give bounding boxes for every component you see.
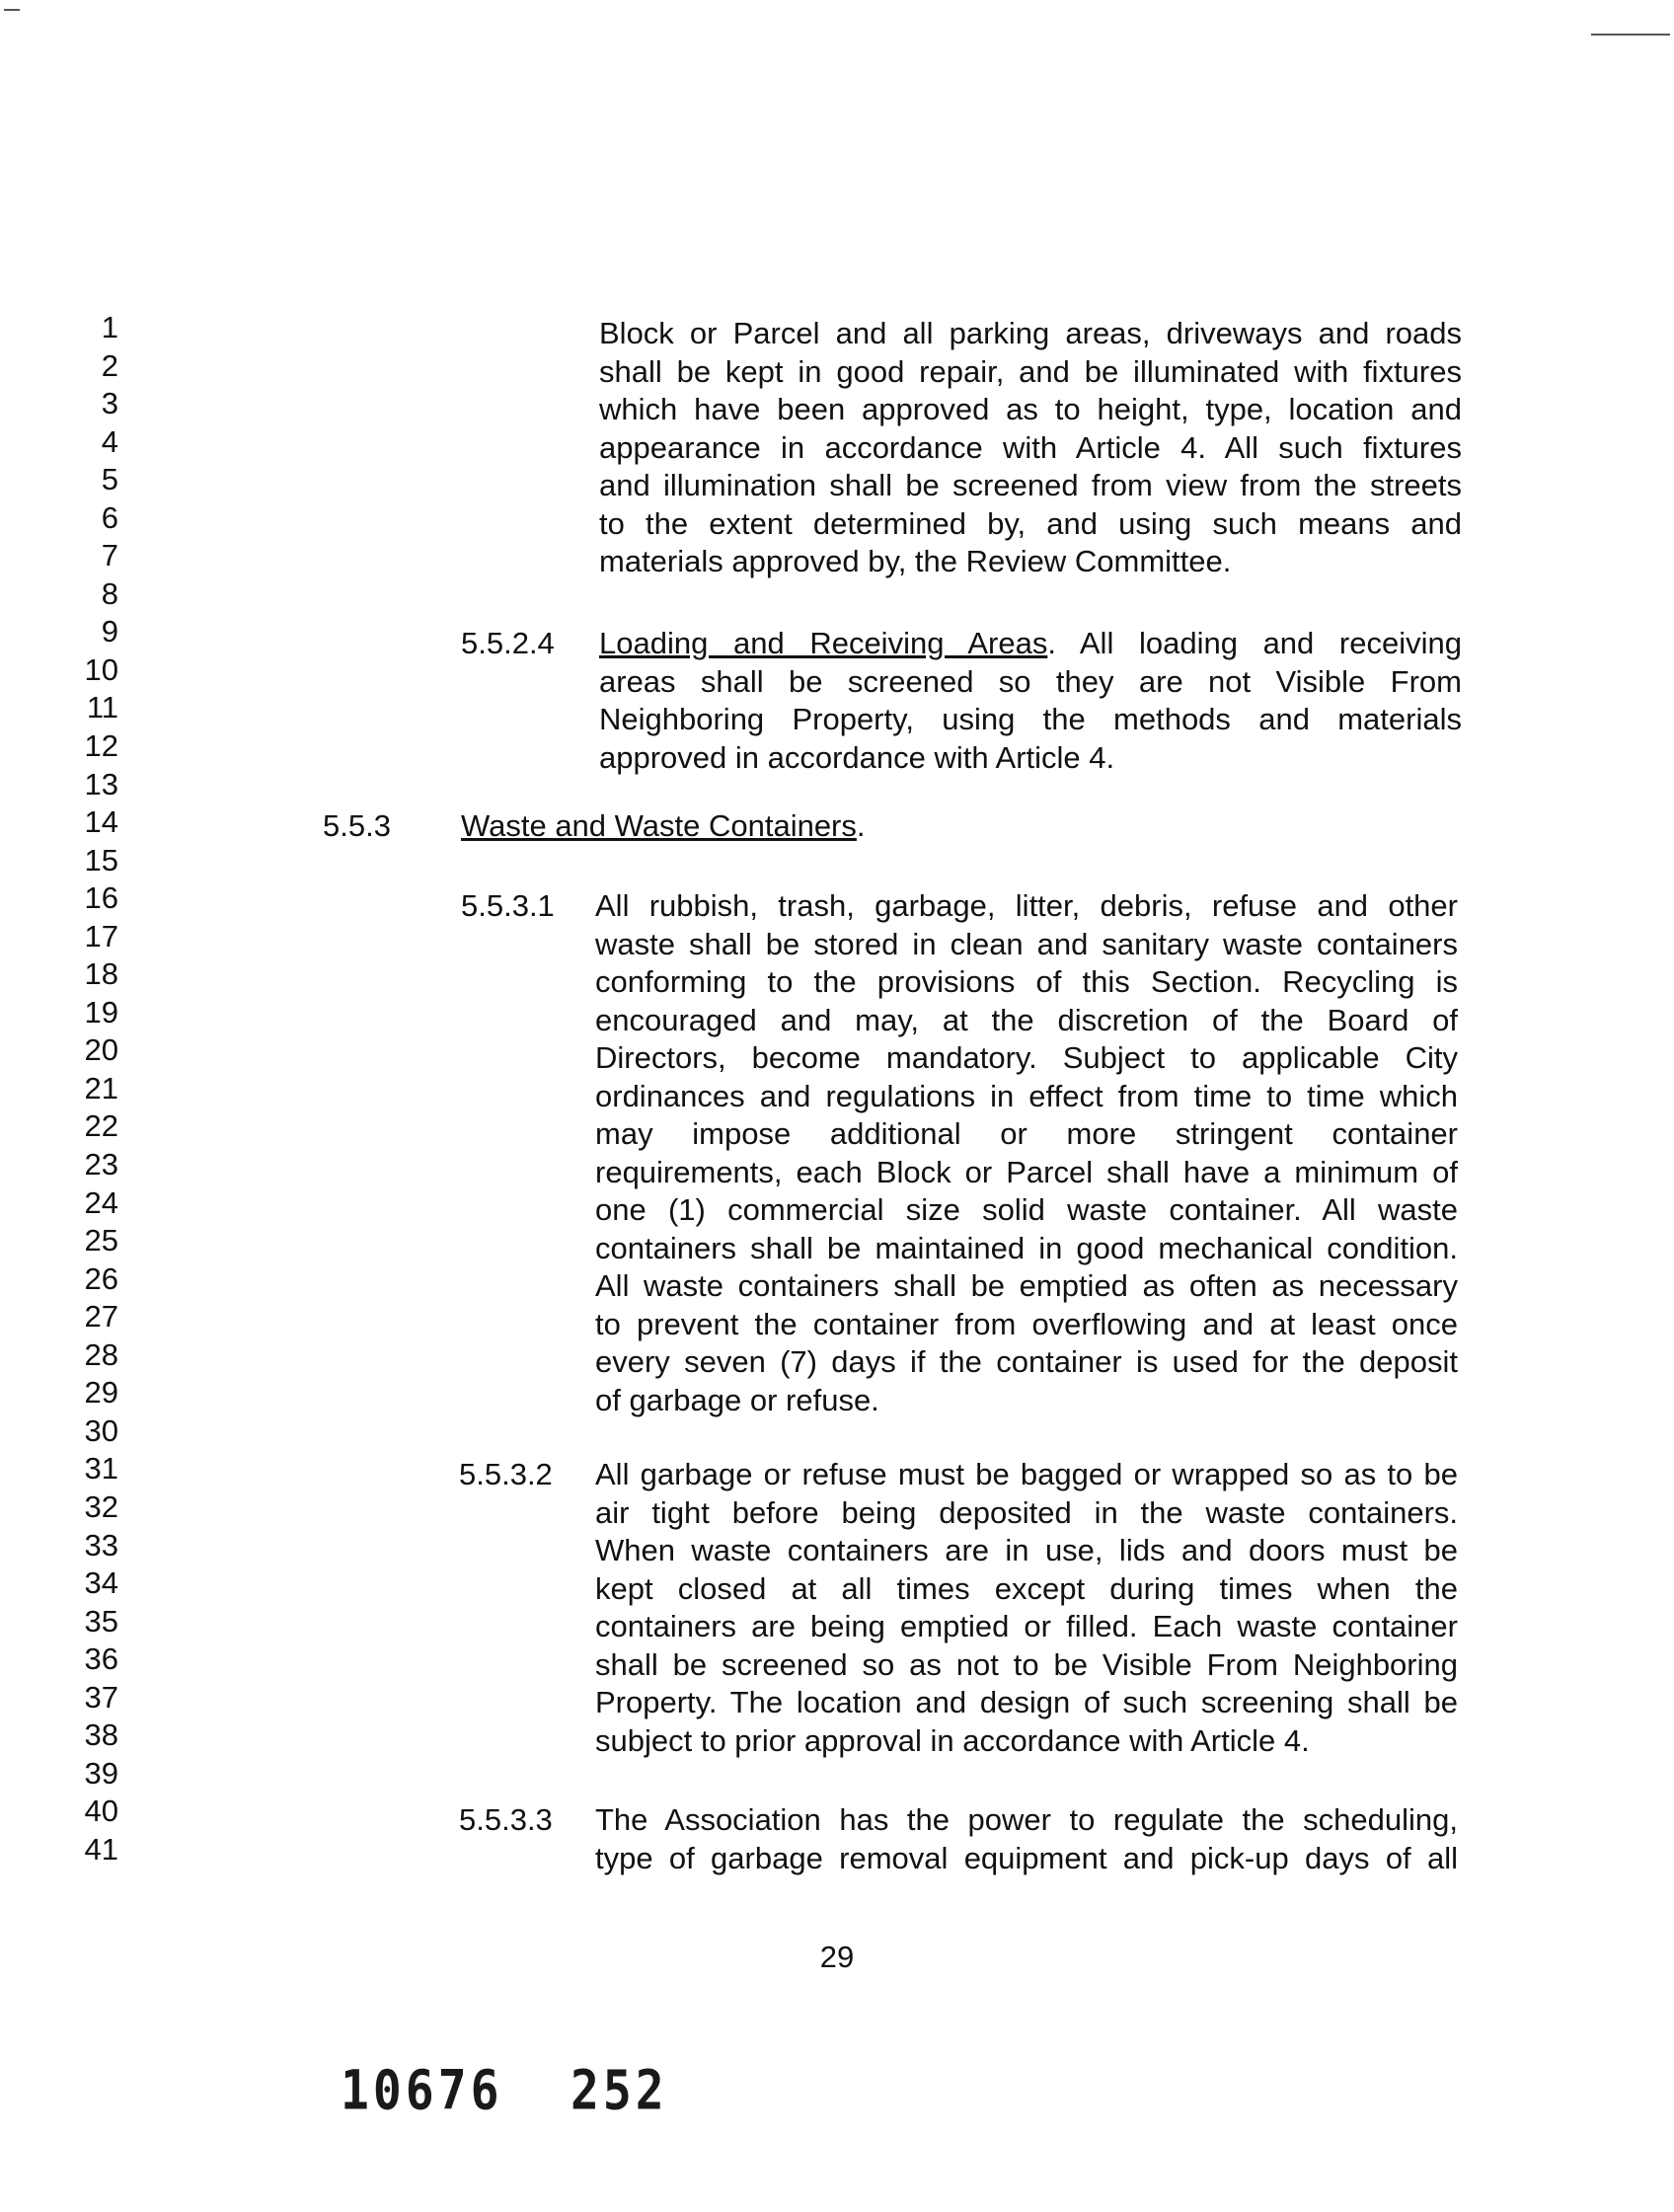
line-number: 39 (84, 1755, 118, 1791)
line-number: 18 (84, 956, 118, 992)
section-heading-waste-containers: Waste and Waste Containers (461, 808, 857, 843)
paragraph-line: All waste containers shall be emptied as often as necessary (595, 1268, 1458, 1303)
line-number: 1 (101, 310, 118, 344)
recording-stamp-page: 252 (571, 2058, 668, 2123)
paragraph-line: All rubbish, trash, garbage, litter, debris, refuse and other (595, 888, 1458, 923)
line-number: 26 (84, 1260, 118, 1296)
paragraph-line: which have been approved as to height, type, location and (599, 392, 1462, 426)
paragraph-line: Property. The location and design of such screening shall be (595, 1685, 1458, 1719)
section-heading-loading-areas: Loading and Receiving Areas (599, 626, 1048, 660)
section-number-5-5-3-1: 5.5.3.1 (461, 888, 555, 923)
line-number: 31 (84, 1451, 118, 1487)
paragraph-line: conforming to the provisions of this Section. Recycling is (595, 964, 1458, 999)
section-5-5-3-heading-line (461, 807, 866, 846)
paragraph-line: appearance in accordance with Article 4. All such fixtures (599, 429, 1462, 465)
line-number: 20 (84, 1032, 118, 1068)
line-number: 40 (84, 1793, 118, 1829)
paragraph-line: every seven (7) days if the container is used for the deposit (595, 1344, 1458, 1379)
paragraph-line: All garbage or refuse must be bagged or wrapped so as to be (595, 1457, 1458, 1491)
paragraph-line: Directors, become mandatory. Subject to applicable City (595, 1040, 1458, 1075)
line-number: 14 (84, 804, 118, 840)
line-number: 21 (84, 1070, 118, 1106)
paragraph-line: materials approved by, the Review Committee. (599, 544, 1232, 578)
section-number-5-5-3-3: 5.5.3.3 (459, 1802, 553, 1837)
scan-mark-top-right (1591, 34, 1670, 36)
section-heading-suffix: . (856, 808, 866, 843)
line-number: 2 (101, 347, 118, 383)
line-number: 34 (84, 1565, 118, 1601)
section-number-5-5-3: 5.5.3 (323, 808, 391, 843)
section-5-5-3-1-paragraph (595, 887, 1458, 1419)
line-number: 19 (84, 994, 118, 1030)
paragraph-line: waste shall be stored in clean and sanitary waste containers (595, 926, 1458, 961)
paragraph-line: one (1) commercial size solid waste container. All waste (595, 1192, 1458, 1227)
line-number: 37 (84, 1679, 118, 1715)
paragraph-line: shall be kept in good repair, and be illuminated with fixtures (599, 353, 1462, 389)
paragraph-line: of garbage or refuse. (595, 1382, 879, 1417)
line-number: 23 (84, 1147, 118, 1182)
line-number: 33 (84, 1527, 118, 1563)
section-number-5-5-2-4: 5.5.2.4 (461, 626, 555, 660)
paragraph-line: to prevent the container from overflowing and at least once (595, 1306, 1458, 1341)
line-number: 16 (84, 880, 118, 916)
line-number: 7 (101, 538, 118, 573)
paragraph-line: shall be screened so as not to be Visible From Neighboring (595, 1646, 1458, 1682)
line-number: 5 (101, 462, 118, 497)
line-number: 36 (84, 1641, 118, 1677)
line-number: 11 (86, 690, 118, 725)
paragraph-line: may impose additional or more stringent container (595, 1116, 1458, 1151)
paragraph-line: Neighboring Property, using the methods and materials (599, 702, 1462, 736)
line-number: 28 (84, 1336, 118, 1372)
paragraph-line: kept closed at all times except during times when the (595, 1570, 1458, 1606)
line-number: 38 (84, 1717, 118, 1753)
line-number: 32 (84, 1488, 118, 1524)
paragraph-line: subject to prior approval in accordance with Article 4. (595, 1722, 1310, 1758)
line-number: 17 (84, 918, 118, 953)
paragraph-line: air tight before being deposited in the waste containers. (595, 1494, 1458, 1530)
paragraph-line: encouraged and may, at the discretion of the Board of (595, 1002, 1458, 1037)
scan-mark-top-left (4, 9, 20, 11)
line-number-column (49, 309, 118, 1869)
line-number: 8 (101, 575, 118, 611)
paragraph-line: and illumination shall be screened from view from the streets (599, 468, 1462, 502)
recording-stamp-book: 10676 (341, 2058, 503, 2123)
section-5-5-2-4-first-line: . All loading and receiving (1047, 626, 1462, 660)
paragraph-line: approved in accordance with Article 4. (599, 739, 1115, 775)
line-number: 25 (84, 1223, 118, 1259)
line-number: 10 (84, 651, 118, 687)
section-5-5-3-2-paragraph (595, 1456, 1458, 1760)
paragraph-line: areas shall be screened so they are not Visible From (599, 663, 1462, 699)
paragraph-line: ordinances and regulations in effect from time to time which (595, 1078, 1458, 1113)
page-number: 29 (819, 1940, 855, 1974)
paragraph-line: Block or Parcel and all parking areas, driveways and roads (599, 316, 1462, 350)
line-number: 6 (101, 499, 118, 535)
paragraph-line: The Association has the power to regulate the scheduling, (595, 1802, 1458, 1837)
line-number: 22 (84, 1108, 118, 1144)
line-number: 35 (84, 1603, 118, 1639)
line-number: 12 (84, 728, 118, 764)
paragraph-line: to the extent determined by, and using such means and (599, 505, 1462, 541)
paragraph-line: containers are being emptied or filled. Each waste container (595, 1609, 1458, 1643)
line-number: 27 (84, 1299, 118, 1335)
section-number-5-5-3-2: 5.5.3.2 (459, 1457, 553, 1491)
line-number: 29 (84, 1375, 118, 1411)
line-number: 9 (101, 614, 118, 649)
line-number: 3 (101, 386, 118, 421)
section-5-5-3-3-paragraph (595, 1801, 1458, 1877)
paragraph-line: When waste containers are in use, lids and doors must be (595, 1533, 1458, 1567)
line-number: 13 (84, 766, 118, 801)
line-number: 4 (101, 423, 118, 459)
continuation-paragraph (599, 315, 1462, 581)
line-number: 15 (84, 842, 118, 877)
paragraph-line: requirements, each Block or Parcel shall have a minimum of (595, 1154, 1458, 1189)
paragraph-line: type of garbage removal equipment and pick-up days of all (595, 1840, 1458, 1875)
section-5-5-2-4-paragraph (599, 625, 1462, 777)
line-number: 41 (84, 1831, 118, 1867)
line-number: 30 (84, 1412, 118, 1448)
line-number: 24 (84, 1184, 118, 1220)
paragraph-line: containers shall be maintained in good mechanical condition. (595, 1230, 1458, 1265)
